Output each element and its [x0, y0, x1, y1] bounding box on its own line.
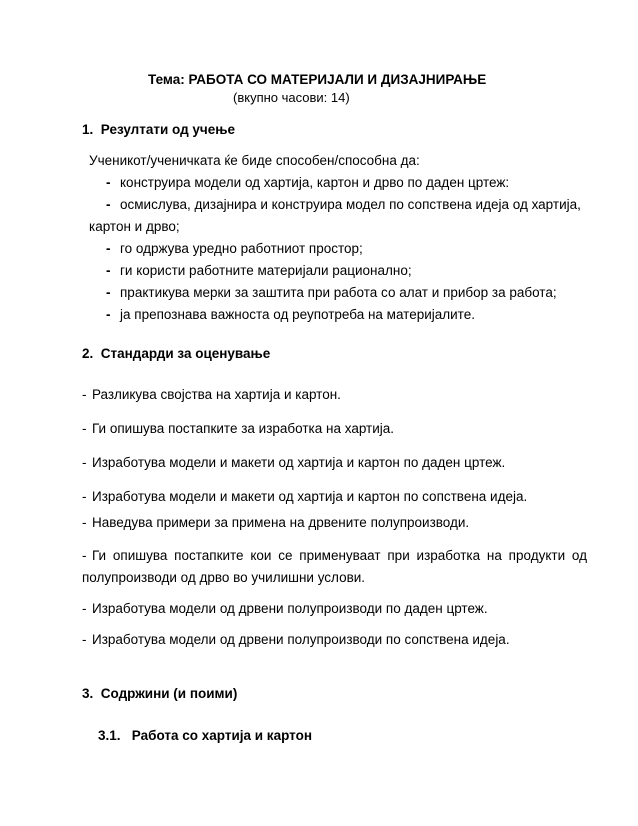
- list-bullet: -: [106, 263, 111, 278]
- section-2-title: Стандарди за оценување: [100, 346, 271, 361]
- section-1-title: Резултати од учење: [100, 122, 236, 137]
- subsection-3-1-heading: [98, 728, 312, 743]
- list-item: - го одржува уредно работниот простор;: [106, 241, 363, 256]
- list-bullet: -: [82, 548, 87, 563]
- standard-item: - Изработува модели од дрвени полупроизводи по сопствена идеја.: [82, 632, 510, 647]
- list-item: - практикува мерки за заштита при работа со алат и прибор за работа;: [106, 285, 557, 300]
- list-bullet: -: [82, 632, 87, 647]
- list-item: - конструира модели од хартија, картон и дрво по даден цртеж:: [106, 175, 510, 190]
- list-bullet: -: [106, 285, 111, 300]
- list-item: - ја препознава важноста од реупотреба на материјалите.: [106, 307, 475, 322]
- section-3-number: 3.: [82, 686, 94, 701]
- list-bullet: -: [82, 489, 87, 504]
- section-2-heading: [82, 346, 270, 361]
- standard-item: - Изработува модели од дрвени полупроизводи по даден цртеж.: [82, 601, 488, 616]
- list-item-continuation: картон и дрво;: [89, 219, 180, 234]
- learning-outcomes-intro: Ученикот/ученичката ќе биде способен/способна да:: [89, 153, 420, 168]
- list-item: - ги користи работните материјали рационално;: [106, 263, 412, 278]
- list-bullet: -: [106, 197, 111, 212]
- list-bullet: -: [106, 307, 111, 322]
- subsection-3-1-number: 3.1.: [98, 728, 121, 743]
- standard-item: - Изработува модели и макети од хартија и картон по сопствена идеја.: [82, 489, 528, 504]
- standard-item: - Наведува примери за примена на дрвените полупроизводи.: [82, 515, 470, 530]
- section-2-number: 2.: [82, 346, 94, 361]
- standard-item: - Изработува модели и макети од хартија и картон по даден цртеж.: [82, 455, 506, 470]
- list-bullet: -: [82, 455, 87, 470]
- subsection-3-1-title: Работа со хартија и картон: [131, 728, 312, 743]
- document-title: Тема: РАБОТА СО МАТЕРИЈАЛИ И ДИЗАЈНИРАЊЕ: [148, 72, 487, 87]
- section-3-title: Содржини (и поими): [100, 686, 238, 701]
- standard-item-long: - Ги опишува постапките кои се применуваат при изработка на продукти од: [82, 548, 587, 563]
- list-bullet: -: [106, 175, 111, 190]
- list-bullet: -: [82, 515, 87, 530]
- total-hours: (вкупно часови: 14): [233, 90, 350, 105]
- standard-item-long-continuation: полупроизводи од дрво во училишни услови.: [82, 570, 366, 585]
- list-bullet: -: [82, 387, 87, 402]
- list-bullet: -: [82, 421, 87, 436]
- section-1-number: 1.: [82, 122, 94, 137]
- list-item: - осмислува, дизајнира и конструира модел по сопствена идеја од хартија,: [106, 197, 581, 212]
- standard-item: - Разликува својства на хартија и картон.: [82, 387, 341, 402]
- section-1-heading: [82, 122, 235, 137]
- section-3-heading: [82, 686, 237, 701]
- standard-item: - Ги опишува постапките за изработка на хартија.: [82, 421, 395, 436]
- list-bullet: -: [82, 601, 87, 616]
- list-bullet: -: [106, 241, 111, 256]
